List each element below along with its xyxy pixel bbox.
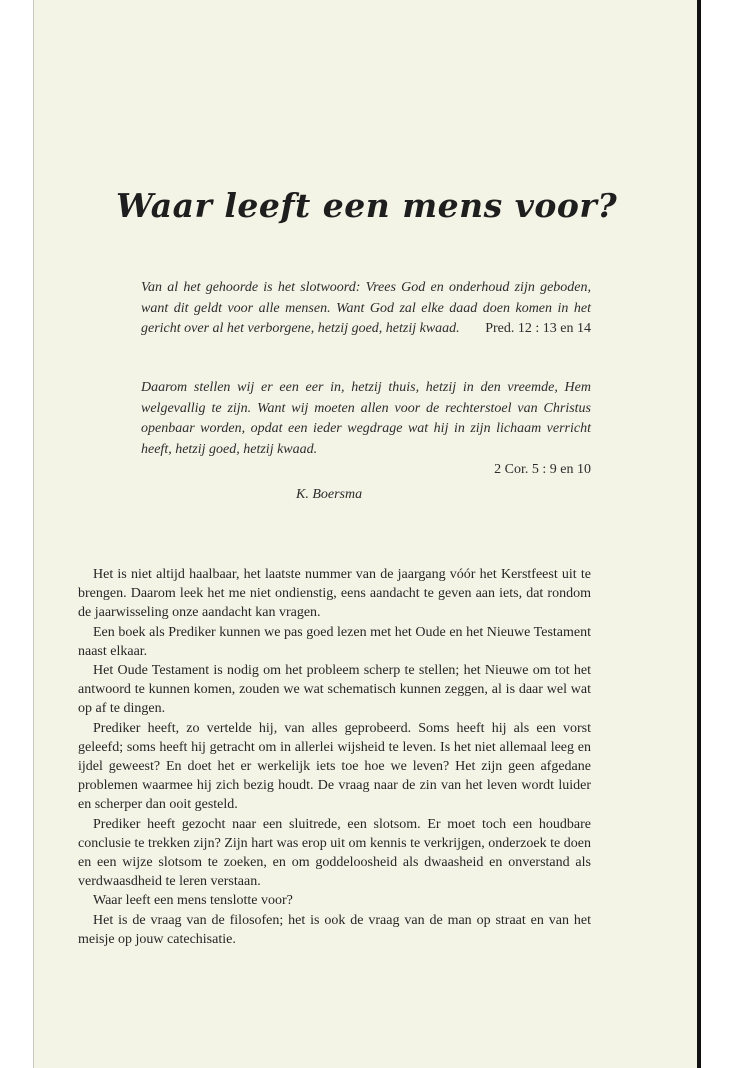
page-right-edge xyxy=(697,0,701,1068)
paragraph: Prediker heeft, zo vertelde hij, van alles geprobeerd. Soms heeft hij als een vorst geleefd; soms heeft hij getracht om in allerlei wijsheid te leven. Is het niet allemaal leeg en ijdel geweest? En doet het er werkelijk iets toe hoe we leven? Het zijn geen afgedane problemen waarmee hij zich bezig houdt. De vraag naar de zin van het leven wordt luider en scherper dan ooit gesteld. xyxy=(78,720,591,813)
paragraph: Het is niet altijd haalbaar, het laatste nummer van de jaargang vóór het Kerstfeest uit te brengen. Daarom leek het me niet ondienstig, eens aandacht te geven aan iets, dat rondom de jaarwisseling onze aandacht kan vragen. xyxy=(78,567,591,621)
article-body xyxy=(78,565,591,949)
paragraph: Het Oude Testament is nodig om het probleem scherp te stellen; het Nieuwe om tot het antwoord te kunnen komen, zouden we wat schematisch kunnen zeggen, al is daar wel wat op af te dingen. xyxy=(78,663,591,717)
paragraph: Het is de vraag van de filosofen; het is ook de vraag van de man op straat en van het meisje op jouw catechisatie. xyxy=(78,912,591,947)
quote-1-text: Van al het gehoorde is het slotwoord: Vrees God en onderhoud zijn geboden, want dit geldt voor alle mensen. Want God zal elke daad doen komen in het gericht over al het verborgene, hetzij goed, hetzij kwaad. xyxy=(141,280,591,336)
scripture-quote-2 xyxy=(141,378,591,481)
quote-2-reference: 2 Cor. 5 : 9 en 10 xyxy=(494,462,591,477)
paragraph: Een boek als Prediker kunnen we pas goed lezen met het Oude en het Nieuwe Testament naast elkaar. xyxy=(78,624,591,659)
page-title: Waar leeft een mens voor? xyxy=(116,186,618,225)
quote-1-reference: Pred. 12 : 13 en 14 xyxy=(485,321,591,336)
page-left-edge xyxy=(33,0,34,1068)
paragraph: Waar leeft een mens tenslotte voor? xyxy=(93,893,293,909)
scripture-quote-1 xyxy=(141,278,591,340)
quote-2-text: Daarom stellen wij er een eer in, hetzij thuis, hetzij in den vreemde, Hem welgevallig te zijn. Want wij moeten allen voor de rechterstoel van Christus openbaar worden, opdat een ieder wegdrage wat hij in zijn lichaam verricht heeft, hetzij goed, hetzij kwaad. xyxy=(141,380,591,457)
author-name: K. Boersma xyxy=(296,487,363,502)
paragraph: Prediker heeft gezocht naar een sluitrede, een slotsom. Er moet toch een houdbare conclusie te trekken zijn? Zijn hart was erop uit om kennis te verkrijgen, onderzoek te doen en een wijze slotsom te zoeken, en om goddeloosheid als dwaasheid en onverstand als verdwaasdheid te leren verstaan. xyxy=(78,816,591,890)
